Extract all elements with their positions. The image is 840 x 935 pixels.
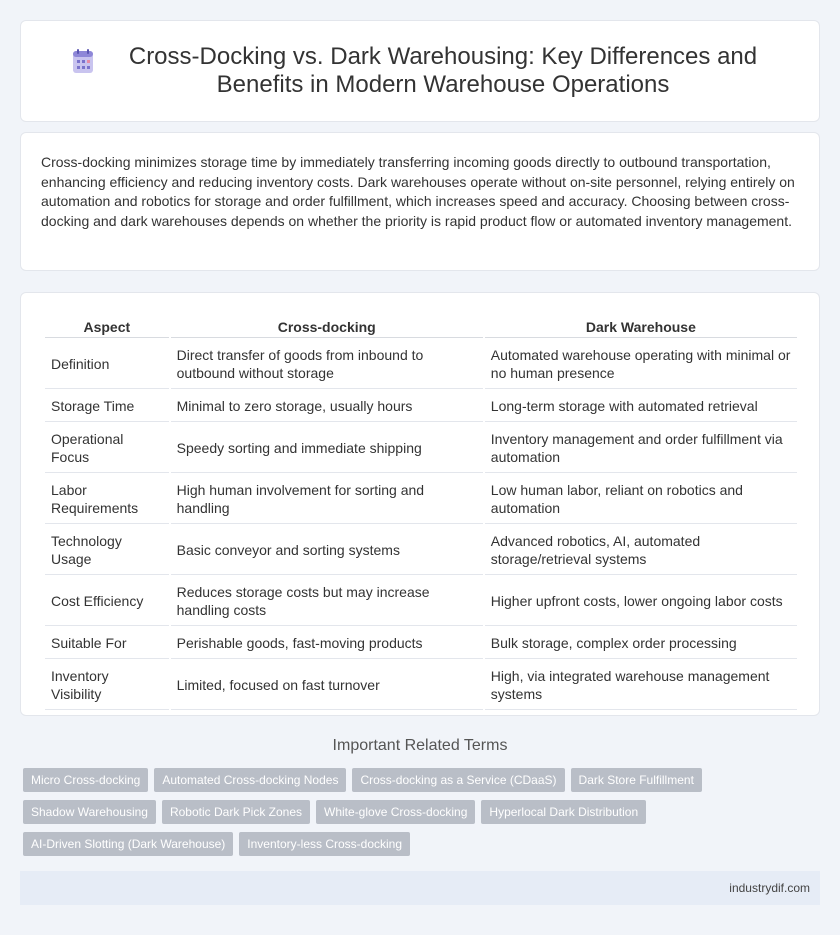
dark-warehouse-cell: Low human labor, reliant on robotics and automation — [485, 475, 797, 524]
aspect-cell: Definition — [45, 340, 169, 389]
page-title: Cross-Docking vs. Dark Warehousing: Key Differences and Benefits in Modern Warehouse Operations — [128, 43, 758, 98]
cross-docking-cell: Minimal to zero storage, usually hours — [171, 391, 483, 422]
tag-ai-driven-slotting[interactable]: AI-Driven Slotting (Dark Warehouse) — [23, 832, 233, 856]
tag-cross-docking-as-a-service[interactable]: Cross-docking as a Service (CDaaS) — [352, 768, 564, 792]
table-row — [45, 628, 797, 659]
related-terms-title: Important Related Terms — [332, 737, 508, 754]
intro-card — [20, 132, 820, 271]
tag-shadow-warehousing[interactable]: Shadow Warehousing — [23, 800, 156, 824]
table-row — [45, 577, 797, 626]
aspect-cell: Storage Time — [45, 391, 169, 422]
comparison-table-card — [20, 292, 820, 716]
table-row — [45, 661, 797, 710]
dark-warehouse-cell: High, via integrated warehouse management systems — [485, 661, 797, 710]
dark-warehouse-cell: Advanced robotics, AI, automated storage/retrieval systems — [485, 526, 797, 575]
aspect-cell: Labor Requirements — [45, 475, 169, 524]
tag-micro-cross-docking[interactable]: Micro Cross-docking — [23, 768, 148, 792]
header-dark-warehouse: Dark Warehouse — [485, 317, 797, 338]
document-icon — [70, 49, 96, 75]
cross-docking-cell: Limited, focused on fast turnover — [171, 661, 483, 710]
table-row — [45, 475, 797, 524]
title-card — [20, 20, 820, 122]
aspect-cell: Suitable For — [45, 628, 169, 659]
related-terms-tags — [23, 768, 823, 864]
aspect-cell: Operational Focus — [45, 424, 169, 473]
title-wrap — [70, 43, 770, 99]
table-header-row — [45, 317, 797, 338]
dark-warehouse-cell: Automated warehouse operating with minimal or no human presence — [485, 340, 797, 389]
table-row — [45, 340, 797, 389]
tag-hyperlocal-dark-distribution[interactable]: Hyperlocal Dark Distribution — [481, 800, 646, 824]
dark-warehouse-cell: Bulk storage, complex order processing — [485, 628, 797, 659]
tag-dark-store-fulfillment[interactable]: Dark Store Fulfillment — [571, 768, 702, 792]
tag-row — [23, 768, 823, 792]
aspect-cell: Technology Usage — [45, 526, 169, 575]
aspect-cell: Cost Efficiency — [45, 577, 169, 626]
tag-inventory-less-cross-docking[interactable]: Inventory-less Cross-docking — [239, 832, 410, 856]
tag-row — [23, 800, 823, 824]
header-aspect: Aspect — [45, 317, 169, 338]
tag-robotic-dark-pick-zones[interactable]: Robotic Dark Pick Zones — [162, 800, 310, 824]
tag-row — [23, 832, 823, 856]
tag-white-glove-cross-docking[interactable]: White-glove Cross-docking — [316, 800, 475, 824]
footer-site-link[interactable]: industrydif.com — [729, 881, 810, 895]
aspect-cell: Inventory Visibility — [45, 661, 169, 710]
cross-docking-cell: Reduces storage costs but may increase handling costs — [171, 577, 483, 626]
cross-docking-cell: Perishable goods, fast-moving products — [171, 628, 483, 659]
comparison-table — [43, 315, 799, 712]
intro-paragraph: Cross-docking minimizes storage time by immediately transferring incoming goods directly to outbound transportation, enhancing efficiency and reducing inventory costs. Dark warehouses operate without on-site personnel, relying entirely on automation and robotics for storage and order fulfillment, which increases speed and accuracy. Choosing between cross-docking and dark warehouses depends on whether the priority is rapid product flow or automated inventory management. — [41, 154, 795, 229]
table-row — [45, 424, 797, 473]
table-row — [45, 526, 797, 575]
dark-warehouse-cell: Inventory management and order fulfillment via automation — [485, 424, 797, 473]
footer — [20, 871, 820, 905]
cross-docking-cell: Direct transfer of goods from inbound to outbound without storage — [171, 340, 483, 389]
header-cross-docking: Cross-docking — [171, 317, 483, 338]
cross-docking-cell: Basic conveyor and sorting systems — [171, 526, 483, 575]
dark-warehouse-cell: Long-term storage with automated retrieval — [485, 391, 797, 422]
dark-warehouse-cell: Higher upfront costs, lower ongoing labor costs — [485, 577, 797, 626]
table-row — [45, 391, 797, 422]
cross-docking-cell: High human involvement for sorting and handling — [171, 475, 483, 524]
tag-automated-cross-docking-nodes[interactable]: Automated Cross-docking Nodes — [154, 768, 346, 792]
cross-docking-cell: Speedy sorting and immediate shipping — [171, 424, 483, 473]
